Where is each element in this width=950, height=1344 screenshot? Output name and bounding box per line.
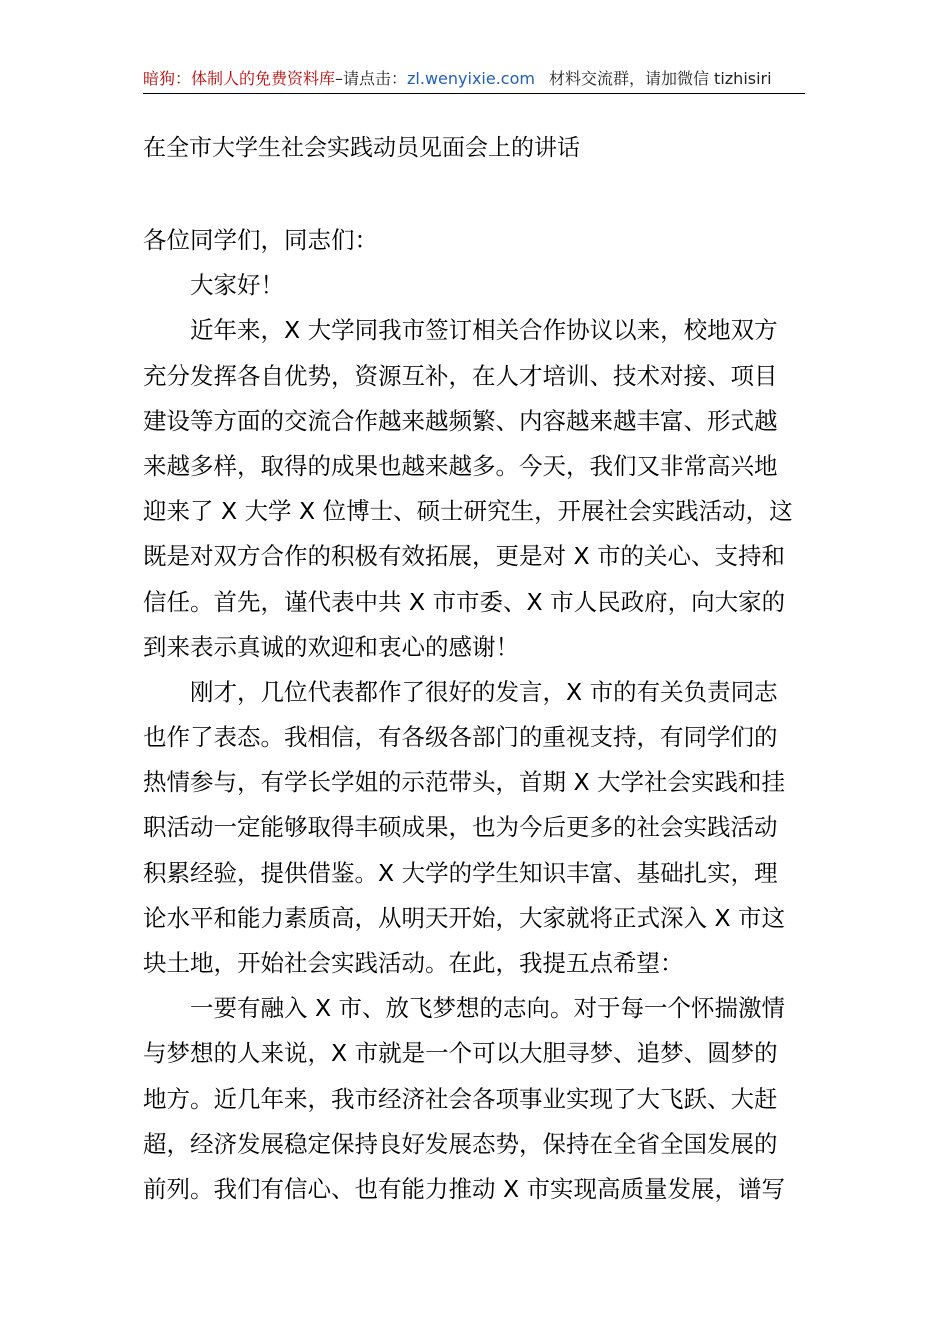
- body-line: 也作了表态。我相信，有各级各部门的重视支持，有同学们的: [143, 723, 778, 752]
- body-line: 块土地，开始社会实践活动。在此，我提五点希望：: [143, 949, 684, 977]
- header-promo-text: 暗狗：体制人的免费资料库: [143, 69, 336, 88]
- salutation-line: 各位同学们，同志们：: [143, 226, 378, 254]
- greeting-line: 大家好！: [190, 271, 284, 300]
- header-divider: [143, 93, 805, 94]
- body-line: 前列。我们有信心、也有能力推动 X 市实现高质量发展，谱写: [143, 1174, 786, 1203]
- body-line: 热情参与，有学长学姐的示范带头，首期 X 大学社会实践和挂: [143, 768, 786, 797]
- body-line: 充分发挥各自优势，资源互补，在人才培训、技术对接、项目: [143, 361, 778, 390]
- body-line: 刚才，几位代表都作了很好的发言，X 市的有关负责同志: [190, 677, 778, 706]
- body-line: 论水平和能力素质高，从明天开始，大家就将正式深入 X 市这: [143, 903, 786, 932]
- header-click-prompt: –请点击：: [335, 69, 408, 88]
- body-line: 迎来了 X 大学 X 位博士、硕士研究生，开展社会实践活动，这: [143, 497, 793, 526]
- body-line: 来越多样，取得的成果也越来越多。今天，我们又非常高兴地: [143, 451, 778, 480]
- body-line: 建设等方面的交流合作越来越频繁、内容越来越丰富、形式越: [143, 406, 778, 435]
- document-title: 在全市大学生社会实践动员见面会上的讲话: [143, 135, 580, 161]
- body-line: 既是对双方合作的积极有效拓展，更是对 X 市的关心、支持和: [143, 542, 786, 571]
- body-line: 积累经验，提供借鉴。X 大学的学生知识丰富、基础扎实，理: [143, 858, 778, 887]
- document-body: [143, 218, 813, 1212]
- header-url-link[interactable]: zl.wenyixie.com: [407, 69, 535, 88]
- body-line: 职活动一定能够取得丰硕成果，也为今后更多的社会实践活动: [143, 813, 778, 842]
- header-group-note: 材料交流群，请加微信 tizhisiri: [548, 69, 772, 88]
- body-line: 与梦想的人来说，X 市就是一个可以大胆寻梦、追梦、圆梦的: [143, 1039, 778, 1068]
- body-line: 一要有融入 X 市、放飞梦想的志向。对于每一个怀揣激情: [190, 994, 786, 1023]
- body-line: 到来表示真诚的欢迎和衷心的感谢！: [143, 632, 519, 661]
- body-line: 信任。首先，谨代表中共 X 市市委、X 市人民政府，向大家的: [143, 587, 786, 616]
- body-line: 地方。近几年来，我市经济社会各项事业实现了大飞跃、大赶: [143, 1084, 778, 1113]
- body-line: 近年来，X 大学同我市签订相关合作协议以来，校地双方: [190, 316, 778, 345]
- header-banner: [143, 66, 805, 92]
- body-line: 超，经济发展稳定保持良好发展态势，保持在全省全国发展的: [143, 1129, 778, 1158]
